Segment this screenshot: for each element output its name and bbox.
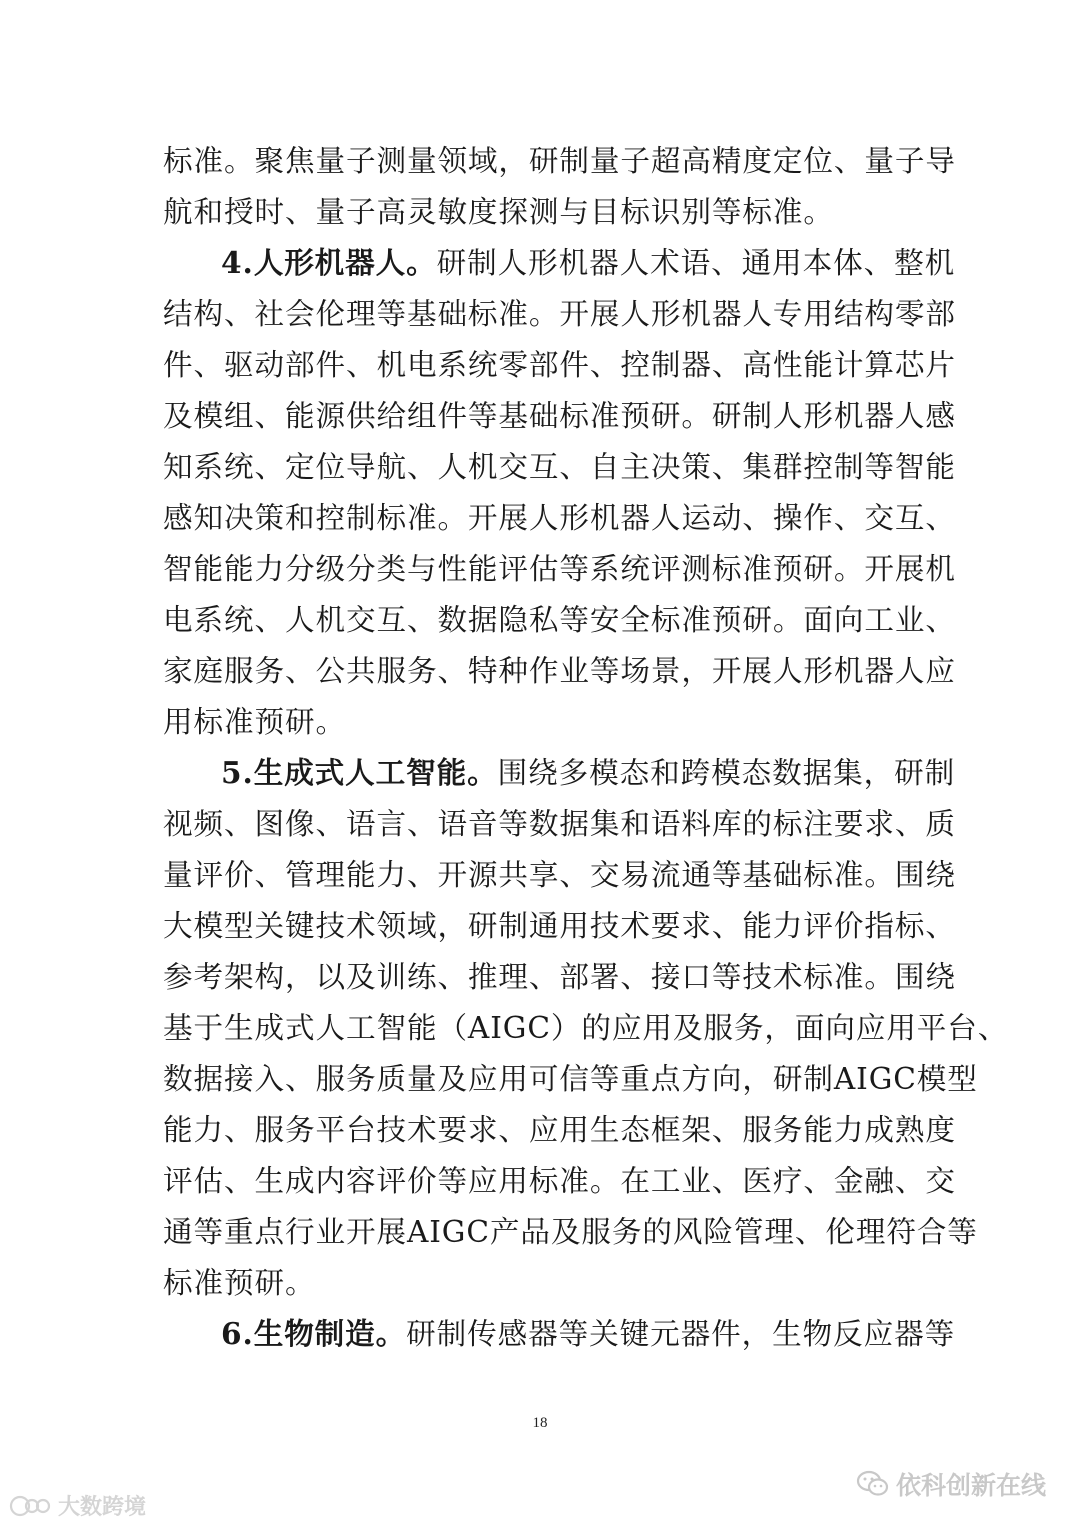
line-9 [163,549,956,589]
line-text: 结构、社会伦理等基础标准。开展人形机器人专用结构零部 [163,297,956,331]
page-number: 18 [532,1415,548,1431]
line-text: 评估、生成内容评价等应用标准。在工业、医疗、金融、交 [163,1164,956,1198]
line-12 [163,702,917,742]
line-text: 航和授时、量子高灵敏度探测与目标识别等标准。 [163,195,834,229]
section-heading-5: 5.生成式人工智能。 [221,755,498,790]
line-20 [163,1110,956,1150]
line-2 [163,192,917,232]
line-text: 能力、服务平台技术要求、应用生态框架、服务能力成熟度 [163,1113,956,1147]
line-1 [163,141,956,181]
section-5-first-line [221,753,956,793]
section-heading-4: 4.人形机器人。 [221,245,437,280]
line-text: 量评价、管理能力、开源共享、交易流通等基础标准。围绕 [163,858,956,892]
line-23 [163,1263,917,1303]
line-5 [163,345,956,385]
line-19 [163,1059,978,1099]
line-text: 及模组、能源供给组件等基础标准预研。研制人形机器人感 [163,399,956,433]
line-text: 研制传感器等关键元器件，生物反应器等 [406,1317,956,1351]
line-7 [163,447,956,487]
line-8 [163,498,956,538]
line-text: 知系统、定位导航、人机交互、自主决策、集群控制等智能 [163,450,956,484]
section-4-first-line [221,243,956,283]
line-text: 围绕多模态和跨模态数据集，研制 [497,756,956,790]
line-text: 家庭服务、公共服务、特种作业等场景，开展人形机器人应 [163,654,956,688]
watermark-left-text: 大数跨境 [58,1495,147,1520]
line-4 [163,294,956,334]
line-text: 视频、图像、语言、语音等数据集和语料库的标注要求、质 [163,807,956,841]
line-16 [163,906,956,946]
line-text: 标准。聚焦量子测量领域，研制量子超高精度定位、量子导 [163,144,956,178]
line-text: 智能能力分级分类与性能评估等系统评测标准预研。开展机 [163,552,956,586]
watermark-left [8,1490,146,1521]
line-text: 大模型关键技术领域，研制通用技术要求、能力评价指标、 [163,909,956,943]
line-text: 感知决策和控制标准。开展人形机器人运动、操作、交互、 [163,501,956,535]
line-text: 参考架构，以及训练、推理、部署、接口等技术标准。围绕 [163,960,956,994]
line-15 [163,855,956,895]
line-18 [163,1008,1009,1048]
line-6 [163,396,956,436]
brand-logo-icon [8,1493,54,1519]
line-text: 通等重点行业开展AIGC产品及服务的风险管理、伦理符合等 [163,1215,978,1249]
line-text: 基于生成式人工智能（AIGC）的应用及服务，面向应用平台、 [163,1011,1009,1045]
line-text: 数据接入、服务质量及应用可信等重点方向，研制AIGC模型 [163,1062,978,1096]
line-text: 件、驱动部件、机电系统零部件、控制器、高性能计算芯片 [163,348,956,382]
line-22 [163,1212,978,1252]
line-14 [163,804,956,844]
line-text: 研制人形机器人术语、通用本体、整机 [436,246,956,280]
wechat-icon [856,1469,890,1499]
line-text: 用标准预研。 [163,705,346,739]
line-text: 标准预研。 [163,1266,316,1300]
line-17 [163,957,956,997]
line-21 [163,1161,956,1201]
line-text: 电系统、人机交互、数据隐私等安全标准预研。面向工业、 [163,603,956,637]
line-10 [163,600,956,640]
watermark-right [856,1466,1046,1502]
section-6-first-line [221,1314,956,1354]
watermark-right-text: 依科创新在线 [895,1471,1046,1500]
section-heading-6: 6.生物制造。 [221,1316,407,1351]
line-11 [163,651,956,691]
